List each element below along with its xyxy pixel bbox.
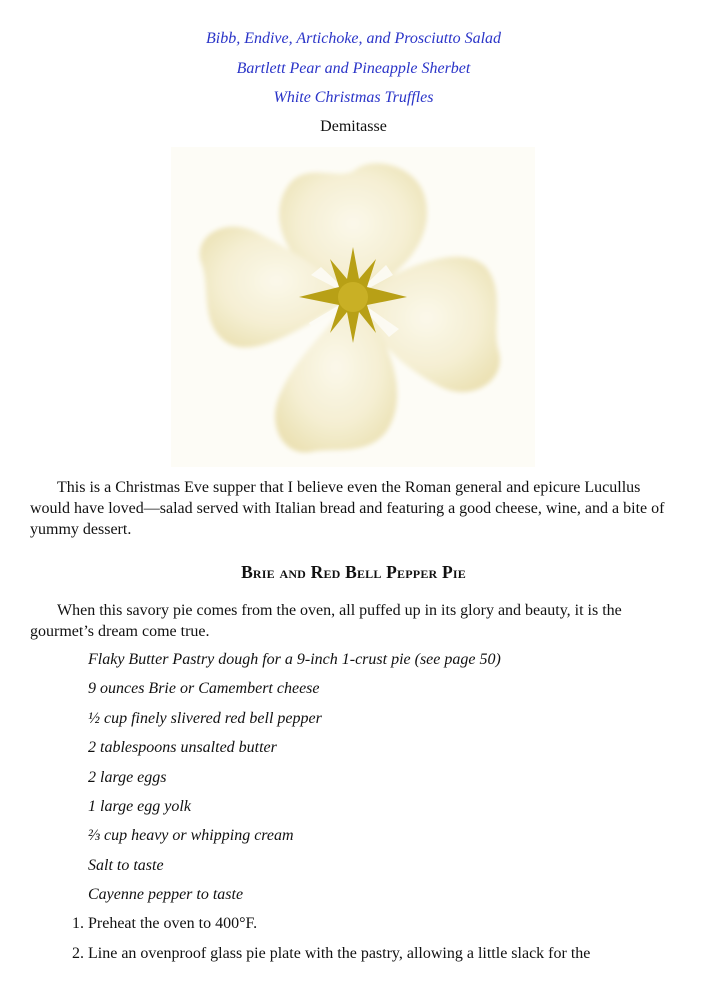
ingredient-item: 2 tablespoons unsalted butter <box>88 739 277 757</box>
menu-link-sherbet[interactable]: Bartlett Pear and Pineapple Sherbet <box>236 60 471 77</box>
star-core <box>338 282 368 312</box>
ingredient-item: 1 large egg yolk <box>88 797 191 815</box>
step-list <box>72 914 590 973</box>
recipe-description: When this savory pie comes from the oven, all puffed up in its glory and beauty, it is the gourmet’s dream come true. <box>30 602 622 640</box>
ingredient-item: 9 ounces Brie or Camembert cheese <box>88 680 320 698</box>
ingredient-item: ½ cup finely slivered red bell pepper <box>88 709 322 727</box>
recipe-title: Brie and Red Bell Pepper Pie <box>241 562 466 582</box>
menu-link-salad[interactable]: Bibb, Endive, Artichoke, and Prosciutto Salad <box>205 30 502 47</box>
ingredient-item: Cayenne pepper to taste <box>88 886 244 904</box>
ingredient-item: ⅔ cup heavy or whipping cream <box>88 827 294 845</box>
menu-link-truffles[interactable]: White Christmas Truffles <box>273 89 434 106</box>
menu-item-sherbet[interactable] <box>0 59 707 79</box>
menu-text-demitasse: Demitasse <box>320 118 387 135</box>
step-item: 2. Line an ovenproof glass pie plate with the pastry, allowing a little slack for the <box>72 944 591 962</box>
ingredient-list <box>88 650 501 915</box>
ingredient-item: Flaky Butter Pastry dough for a 9-inch 1-crust pie (see page 50) <box>88 651 501 668</box>
decorative-flower-icon <box>171 147 535 467</box>
intro-paragraph: This is a Christmas Eve supper that I believe even the Roman general and epicure Lucullus would have loved—salad served with Italian bread and featuring a good cheese, wine, and a bite of yummy dessert. <box>30 479 665 538</box>
menu-item-salad[interactable] <box>0 29 707 49</box>
menu-item-truffles[interactable] <box>0 88 707 108</box>
step-item: 1. Preheat the oven to 400°F. <box>72 915 258 932</box>
ingredient-item: Salt to taste <box>88 856 164 874</box>
menu-item-demitasse <box>0 117 707 137</box>
ingredient-item: 2 large eggs <box>88 768 167 786</box>
